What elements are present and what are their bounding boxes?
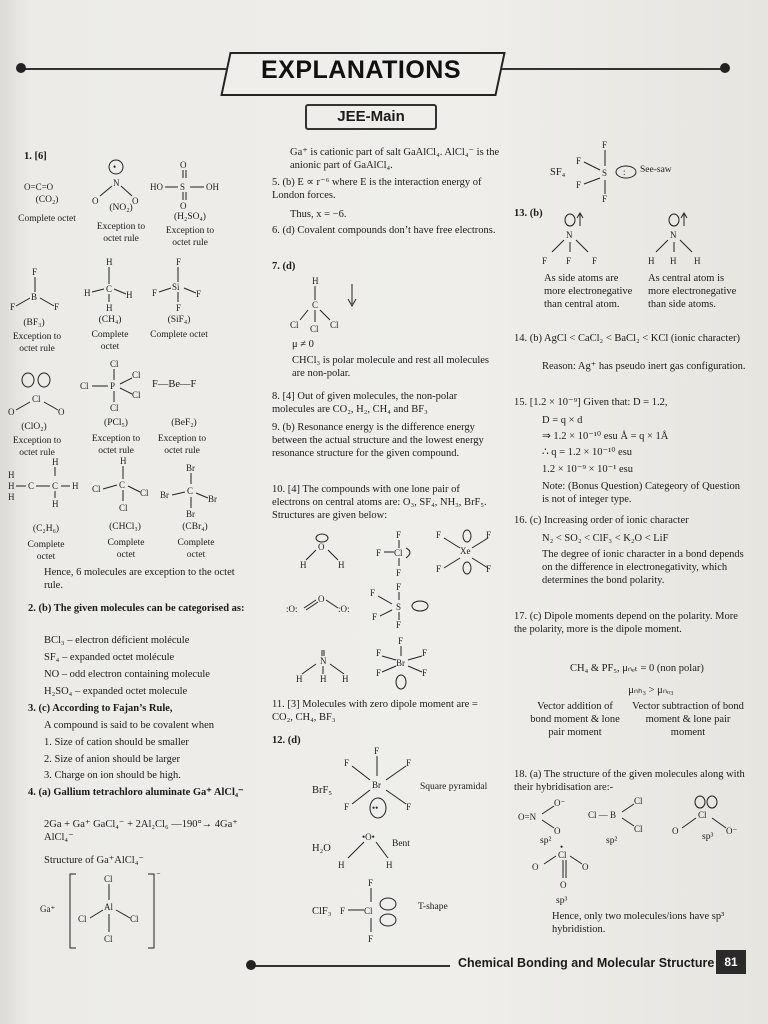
svg-text:H: H <box>312 276 319 286</box>
svg-text:H: H <box>320 674 327 684</box>
sf4-formula: SF₄ <box>550 167 566 178</box>
no2-structure <box>92 158 152 208</box>
svg-text:O: O <box>560 880 567 890</box>
svg-text:N: N <box>320 656 327 666</box>
svg-text:F: F <box>344 758 350 768</box>
q15-note: Note: (Bonus Question) Categeory of Question is not of integer type. <box>542 481 741 506</box>
svg-text:F: F <box>396 568 402 578</box>
svg-text:F: F <box>576 156 582 166</box>
page-number: 81 <box>716 950 746 974</box>
ch4-formula: (CH₄) <box>98 315 122 325</box>
svg-text:Br: Br <box>396 658 405 668</box>
svg-text:N: N <box>113 178 120 188</box>
svg-text:F: F <box>396 620 402 630</box>
svg-text:Cl: Cl <box>364 906 373 916</box>
q15-line3: ∴ q = 1.2 × 10⁻¹⁰ esu <box>542 447 633 458</box>
svg-text:Cl: Cl <box>119 503 128 513</box>
svg-text:H: H <box>106 303 113 313</box>
svg-text:Br: Br <box>208 494 217 504</box>
svg-text:O: O <box>318 542 325 552</box>
bef2-formula: (BeF₂) <box>171 418 197 428</box>
svg-text:Cl: Cl <box>698 810 707 820</box>
svg-text:F: F <box>376 548 382 558</box>
svg-text:Ga⁺: Ga⁺ <box>40 904 56 914</box>
svg-text:F: F <box>196 289 202 299</box>
svg-text:F: F <box>406 802 412 812</box>
q6-text: 6. (d) Covalent compounds don’t have free electrons. <box>272 225 496 236</box>
q8-text: 8. [4] Out of given molecules, the non-polar molecules are CO₂, H₂, CH₄ and BF₃ <box>272 391 458 416</box>
q3-line1: A compound is said to be covalent when <box>44 720 215 731</box>
svg-text:F: F <box>374 746 380 756</box>
svg-text:Cl: Cl <box>140 488 149 498</box>
befe-structure: F—Be—F <box>152 379 197 390</box>
q10-text: 10. [4] The compounds with one lone pair of electrons on central atoms are: O₃, SF₄, NH₃, BrF₅. Structures are given below: <box>272 484 487 522</box>
cbr4-label: Complete octet <box>177 538 215 560</box>
h2so4-formula: (H₂SO₄) <box>174 212 206 222</box>
sif4-structure <box>150 256 210 314</box>
header-rule-left <box>22 68 232 70</box>
svg-text:Br: Br <box>186 509 195 519</box>
q13-head: 13. (b) <box>514 208 543 219</box>
svg-text:O=C=O: O=C=O <box>24 182 54 192</box>
q16-order: N₂ < SO₂ < ClF₃ < K₂O < LiF <box>542 533 669 544</box>
svg-text:F: F <box>576 180 582 190</box>
chcl3-label: Complete octet <box>107 538 145 560</box>
svg-text:N: N <box>670 230 677 240</box>
svg-text:F: F <box>602 140 608 150</box>
svg-text:F: F <box>542 256 548 266</box>
svg-text:S: S <box>396 602 402 612</box>
clo2-label: Exception to octet rule <box>12 436 62 458</box>
c2h6-structure <box>8 456 90 512</box>
svg-text:Al: Al <box>104 902 113 912</box>
svg-text:F: F <box>436 530 442 540</box>
clf3-structure <box>340 878 418 944</box>
clf3-formula: ClF₃ <box>312 906 332 917</box>
no2-formula: (NO₂) <box>109 203 133 213</box>
sf4-small-structure <box>366 582 436 630</box>
svg-text:O: O <box>180 201 187 211</box>
q15-line4: 1.2 × 10⁻⁹ × 10⁻¹ esu <box>542 464 633 475</box>
c2h6-formula: (C₂H₆) <box>32 524 60 534</box>
pcl5-formula: (PCl₅) <box>104 418 128 428</box>
brf5-structure <box>340 746 420 824</box>
svg-text:F: F <box>436 564 442 574</box>
svg-text:H: H <box>338 560 345 570</box>
footer-rule <box>250 965 450 967</box>
xef4-structure <box>436 530 498 576</box>
ch4-label: Complete octet <box>91 330 129 352</box>
bcl3-hybrid: sp² <box>606 836 618 846</box>
no3-structure <box>518 796 584 836</box>
q5-text: 5. (b) E ∝ r⁻⁶ where E is the interaction energy of London forces. <box>272 177 482 202</box>
svg-text:HO: HO <box>150 182 163 192</box>
clf3-small-structure <box>376 530 432 578</box>
chcl3-structure <box>92 455 162 513</box>
svg-text:F: F <box>176 303 182 313</box>
svg-text:H: H <box>338 860 345 870</box>
svg-text:Cl: Cl <box>104 874 113 884</box>
svg-text:Cl: Cl <box>32 394 41 404</box>
svg-text:C: C <box>52 481 59 491</box>
svg-text:F: F <box>368 934 374 944</box>
svg-text:Cl: Cl <box>130 914 139 924</box>
svg-text:F: F <box>486 564 492 574</box>
brf5-small-structure <box>370 636 440 692</box>
q3-head: 3. (c) According to Fajan’s Rule, <box>28 703 173 714</box>
svg-text:H: H <box>670 256 677 266</box>
svg-text:Cl: Cl <box>132 390 141 400</box>
h2o-formula: H₂O <box>312 843 331 854</box>
q1-conclusion: Hence, 6 molecules are exception to the octet rule. <box>44 567 235 592</box>
page-title: EXPLANATIONS <box>261 56 461 84</box>
svg-text:Br: Br <box>372 780 381 790</box>
sif4-label: Complete octet <box>150 330 208 340</box>
svg-text:O: O <box>554 826 561 836</box>
q14-reason: Reason: Ag⁺ has pseudo inert gas configuration. <box>542 361 746 372</box>
svg-text:Cl: Cl <box>80 381 89 391</box>
svg-text:H: H <box>8 492 15 502</box>
svg-text:H: H <box>52 457 59 467</box>
so2-structure <box>286 590 376 620</box>
bf3-formula: (BF₃) <box>23 318 45 328</box>
svg-text:O: O <box>92 196 99 206</box>
svg-text:H: H <box>300 560 307 570</box>
svg-text:O⁻: O⁻ <box>726 826 738 836</box>
header-dot-right <box>720 63 730 73</box>
q16-text: The degree of ionic character in a bond depends on the difference in electronegativity, which determines the bond polarity. <box>542 549 744 587</box>
svg-text:F: F <box>422 668 428 678</box>
brf5-shape: Square pyramidal <box>420 782 488 792</box>
clo2-structure <box>8 372 74 416</box>
svg-text:S: S <box>180 182 186 192</box>
q1-head: 1. [6] <box>24 151 47 162</box>
nh3-structure <box>294 646 354 686</box>
svg-text:C: C <box>312 300 319 310</box>
cbr4-formula: (CBr₄) <box>182 522 208 532</box>
svg-text::O:: :O: <box>286 604 298 614</box>
svg-text:F: F <box>10 302 16 312</box>
svg-text:H: H <box>296 674 303 684</box>
svg-text:C: C <box>28 481 35 491</box>
q18-head: 18. (a) The structure of the given molecules along with their hybridisation are:- <box>514 769 745 794</box>
chapter-title: Chemical Bonding and Molecular Structure <box>458 956 715 970</box>
svg-text:H: H <box>52 499 59 509</box>
q17-compare: μₙₕ₃ > μₙₒ₃ <box>628 685 674 696</box>
svg-text:Cl: Cl <box>110 403 119 413</box>
svg-text:Cl: Cl <box>634 796 643 806</box>
cbr4-structure <box>160 462 230 520</box>
svg-text:F: F <box>486 530 492 540</box>
svg-text:F: F <box>176 257 182 267</box>
svg-text:•: • <box>113 162 117 172</box>
svg-text:OH: OH <box>206 182 219 192</box>
svg-text:•O•: •O• <box>362 832 375 842</box>
svg-text::: : <box>623 167 626 177</box>
chcl3-dipole-structure <box>290 274 370 336</box>
bef2-label: Exception to octet rule <box>157 434 207 456</box>
svg-text:O=N: O=N <box>518 812 537 822</box>
svg-text:F: F <box>602 194 608 204</box>
svg-text:F: F <box>368 878 374 888</box>
svg-text:Cl: Cl <box>330 320 339 330</box>
q4-head: 4. (a) Gallium tetrachloro aluminate Ga⁺ AlCl₄⁻ <box>28 787 244 798</box>
svg-text:P: P <box>110 381 116 391</box>
svg-text:O: O <box>582 862 589 872</box>
q17-vector-sub: Vector subtraction of bond moment & lone pair moment <box>632 701 744 739</box>
svg-text:O: O <box>532 862 539 872</box>
bf3-structure <box>10 266 70 312</box>
h2so4-structure <box>150 158 230 210</box>
sf4-shape: See-saw <box>640 165 672 175</box>
svg-text:O: O <box>180 160 187 170</box>
svg-text:F: F <box>566 256 572 266</box>
q13-reason-a: As side atoms are more electronegative than central atom. <box>544 273 633 311</box>
svg-text:H: H <box>84 288 91 298</box>
svg-text:H: H <box>8 481 15 491</box>
svg-text:H: H <box>120 456 127 466</box>
svg-text:O: O <box>132 196 139 206</box>
svg-text:F: F <box>592 256 598 266</box>
q7-mu: μ ≠ 0 <box>292 339 314 350</box>
ch4-structure <box>84 256 144 314</box>
sf4-structure <box>574 140 644 204</box>
h2o-structure <box>334 828 404 874</box>
pcl5-label: Exception to octet rule <box>91 434 141 456</box>
svg-text:Cl: Cl <box>394 548 403 558</box>
q17-vector-add: Vector addition of bond moment & lone pair moment <box>530 701 620 739</box>
svg-text:H: H <box>342 674 349 684</box>
q15-line2: ⇒ 1.2 × 10⁻¹⁰ esu Å = q × 1Å <box>542 431 669 442</box>
svg-text:F: F <box>398 636 404 646</box>
chcl3-formula: (CHCl₃) <box>109 522 141 532</box>
q11-text: 11. [3] Molecules with zero dipole moment are = CO₂, CH₄, BF₃ <box>272 699 478 724</box>
gaalcl4-structure <box>40 870 170 952</box>
clo4-hybrid: sp³ <box>556 896 568 906</box>
svg-text:⁻: ⁻ <box>156 870 161 880</box>
svg-text:H: H <box>106 257 113 267</box>
svg-text:O: O <box>8 407 15 417</box>
svg-text:Xe: Xe <box>460 546 471 556</box>
h2so4-label: Exception to octet rule <box>165 226 215 248</box>
svg-text:Cl: Cl <box>104 934 113 944</box>
svg-text:Cl: Cl <box>558 850 567 860</box>
svg-text:Cl: Cl <box>78 914 87 924</box>
svg-text:F: F <box>372 612 378 622</box>
svg-text:F: F <box>396 530 402 540</box>
svg-text:O: O <box>318 594 325 604</box>
q3-line4: 3. Charge on ion should be high. <box>44 770 181 781</box>
pcl5-structure <box>80 358 150 414</box>
bf3-label: Exception to octet rule <box>12 332 62 354</box>
section-label: JEE-Main <box>305 104 437 130</box>
svg-text:Si: Si <box>172 282 180 292</box>
svg-text:H: H <box>8 470 15 480</box>
svg-text:Cl: Cl <box>132 370 141 380</box>
svg-text:Cl: Cl <box>310 324 319 334</box>
q15-head: 15. [1.2 × 10⁻⁹] Given that: D = 1.2, <box>514 397 668 408</box>
q4-continuation: Ga⁺ is cationic part of salt GaAlCl₄. AlCl₄⁻ is the anionic part of GaAlCl₄. <box>290 147 500 172</box>
q17-head: 17. (c) Dipole moments depend on the polarity. More the polarity, more is the dipole moment. <box>514 611 738 636</box>
no3-hybrid: sp² <box>540 836 552 846</box>
svg-text:Cl: Cl <box>290 320 299 330</box>
svg-text:••: •• <box>372 803 379 813</box>
svg-text:Br: Br <box>160 490 169 500</box>
svg-text:F: F <box>422 648 428 658</box>
footer-dot <box>246 960 256 970</box>
svg-text:F: F <box>340 906 346 916</box>
q15-line1: D = q × d <box>542 415 583 426</box>
svg-text:O: O <box>58 407 65 417</box>
svg-text:Cl: Cl <box>92 484 101 494</box>
sif4-formula: (SiF₄) <box>167 315 191 325</box>
co2-formula: (CO₂) <box>35 195 59 205</box>
q4-caption: Structure of Ga⁺AlCl₄⁻ <box>44 855 144 866</box>
q3-line3: 2. Size of anion should be larger <box>44 754 180 765</box>
clo3-hybrid: sp³ <box>702 832 714 842</box>
svg-text:F: F <box>344 802 350 812</box>
clf3-shape: T-shape <box>418 902 448 912</box>
q18-conclusion: Hence, only two molecules/ions have sp³ hybridistion. <box>552 911 725 936</box>
svg-text:S: S <box>602 168 608 178</box>
svg-text:F: F <box>396 582 402 592</box>
o3-structure <box>298 534 348 570</box>
svg-text:C: C <box>119 480 126 490</box>
q7-head: 7. (d) <box>272 261 296 272</box>
c2h6-label: Complete octet <box>27 540 65 562</box>
svg-text:Br: Br <box>186 463 195 473</box>
q3-line2: 1. Size of cation should be smaller <box>44 737 189 748</box>
q2-head: 2. (b) The given molecules can be categorised as: <box>28 603 245 614</box>
svg-text:F: F <box>376 668 382 678</box>
q2-line1: BCl₃ – electron déficient molécule <box>44 635 190 646</box>
clo4-structure <box>530 842 602 900</box>
q16-head: 16. (c) Increasing order of ionic character <box>514 515 689 526</box>
svg-text:F: F <box>32 267 38 277</box>
svg-text:F: F <box>370 588 376 598</box>
svg-text:F: F <box>376 648 382 658</box>
co2-label: Complete octet <box>18 214 76 224</box>
q2-line4: H₂SO₄ – expanded octet molecule <box>44 686 188 697</box>
q2-line2: SF₄ – expanded octet molécule <box>44 652 175 663</box>
clo2-formula: (ClO₂) <box>21 422 47 432</box>
svg-text:H: H <box>126 290 133 300</box>
svg-text:N: N <box>566 230 573 240</box>
q14-text: 14. (b) AgCl < CaCl₂ < BaCl₂ < KCl (ionic character) <box>514 333 741 344</box>
svg-text:Cl — B: Cl — B <box>588 810 617 820</box>
header-dot-left <box>16 63 26 73</box>
q4-equation: 2Ga + Ga⁺ GaCl₄⁻ + 2Al₂Cl₆ —190°→ 4Ga⁺ AlCl₄⁻ <box>44 819 238 844</box>
q7-text: CHCl₃ is polar molecule and rest all molecules are non-polar. <box>292 355 489 380</box>
bcl3-structure <box>588 794 658 836</box>
q13-reason-b: As central atom is more electronegative than side atoms. <box>648 273 737 311</box>
svg-text:H: H <box>648 256 655 266</box>
svg-text:Cl: Cl <box>110 359 119 369</box>
q5-result: Thus, x = −6. <box>290 209 347 220</box>
svg-text:Cl: Cl <box>634 824 643 834</box>
svg-text:H: H <box>386 860 393 870</box>
svg-text:H: H <box>72 481 79 491</box>
svg-text:B: B <box>31 292 38 302</box>
svg-text:F: F <box>152 288 158 298</box>
svg-text:C: C <box>187 486 194 496</box>
nh3-dipole-structure <box>648 212 718 270</box>
svg-text:F: F <box>54 302 60 312</box>
q17-nonpolar: CH₄ & PF₅, μₙₑₜ = 0 (non polar) <box>570 663 704 674</box>
svg-text:F: F <box>406 758 412 768</box>
h2o-shape: Bent <box>392 839 410 849</box>
svg-text:O: O <box>672 826 679 836</box>
svg-text:H: H <box>694 256 701 266</box>
svg-text:O⁻: O⁻ <box>554 798 566 808</box>
q9-text: 9. (b) Resonance energy is the difference energy between the actual structure and the lowest energy resonance structure for the given compound. <box>272 422 484 460</box>
svg-text:C: C <box>106 284 113 294</box>
svg-text::O:: :O: <box>338 604 350 614</box>
header-rule-right <box>490 68 722 70</box>
q12-head: 12. (d) <box>272 735 301 746</box>
nf3-structure <box>540 212 610 270</box>
q2-line3: NO – odd electron containing molecule <box>44 669 210 680</box>
brf5-formula: BrF₅ <box>312 785 333 796</box>
no2-label: Exception to octet rule <box>96 222 146 244</box>
svg-text:•: • <box>560 842 564 852</box>
